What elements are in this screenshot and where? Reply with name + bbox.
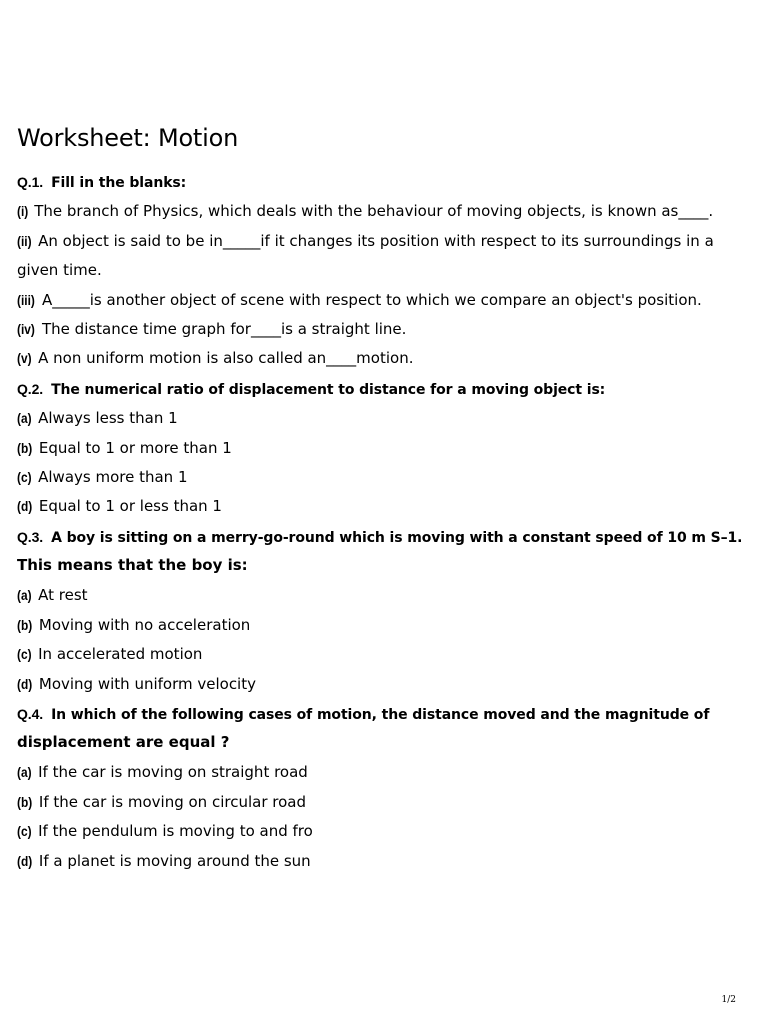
item-text: The distance time graph for____is a straight line. bbox=[42, 320, 407, 338]
list-item bbox=[17, 231, 714, 251]
option-label: (d) bbox=[17, 498, 33, 514]
list-item bbox=[17, 348, 413, 368]
option-text: Always less than 1 bbox=[38, 409, 178, 427]
item-text: A_____is another object of scene with respect to which we compare an object's position. bbox=[42, 291, 702, 309]
option-item bbox=[17, 851, 311, 871]
option-text: At rest bbox=[38, 586, 88, 604]
option-item bbox=[17, 408, 178, 428]
question-text: A boy is sitting on a merry-go-round which is moving with a constant speed of 10 m S–1. bbox=[51, 530, 743, 546]
page-title: Worksheet: Motion bbox=[17, 124, 239, 152]
item-label: (ii) bbox=[17, 233, 32, 249]
item-label: (v) bbox=[17, 350, 32, 366]
option-label: (b) bbox=[17, 617, 33, 633]
option-item bbox=[17, 438, 232, 458]
option-label: (b) bbox=[17, 794, 33, 810]
option-text: Always more than 1 bbox=[38, 468, 188, 486]
option-text: In accelerated motion bbox=[38, 645, 203, 663]
item-label: (iii) bbox=[17, 292, 35, 308]
question-text: Fill in the blanks: bbox=[51, 175, 187, 191]
list-item bbox=[17, 290, 702, 310]
option-item bbox=[17, 615, 250, 635]
option-item bbox=[17, 467, 188, 487]
question-text: The numerical ratio of displacement to distance for a moving object is: bbox=[51, 382, 606, 398]
option-text: Equal to 1 or less than 1 bbox=[38, 497, 222, 515]
question-4-heading bbox=[17, 704, 709, 725]
option-label: (a) bbox=[17, 410, 32, 426]
list-item-continuation: given time. bbox=[17, 261, 102, 279]
option-item bbox=[17, 674, 256, 694]
option-text: Moving with uniform velocity bbox=[38, 675, 256, 693]
option-label: (c) bbox=[17, 469, 32, 485]
question-text: In which of the following cases of motion, the distance moved and the magnitude of bbox=[51, 707, 710, 723]
question-3-continuation: This means that the boy is: bbox=[17, 556, 248, 574]
item-text: A non uniform motion is also called an____motion. bbox=[38, 349, 414, 367]
page-number: 1/2 bbox=[721, 995, 736, 1005]
option-item bbox=[17, 762, 308, 782]
option-label: (c) bbox=[17, 646, 32, 662]
question-3-heading bbox=[17, 527, 742, 548]
option-label: (d) bbox=[17, 676, 33, 692]
option-item bbox=[17, 792, 306, 812]
item-text: An object is said to be in_____if it changes its position with respect to its surroundings in a bbox=[38, 232, 714, 250]
list-item bbox=[17, 319, 406, 339]
option-text: Equal to 1 or more than 1 bbox=[38, 439, 232, 457]
option-item bbox=[17, 644, 202, 664]
item-label: (iv) bbox=[17, 321, 35, 337]
option-label: (a) bbox=[17, 587, 32, 603]
option-label: (d) bbox=[17, 853, 33, 869]
option-item bbox=[17, 496, 222, 516]
option-text: If the pendulum is moving to and fro bbox=[38, 822, 313, 840]
option-item bbox=[17, 585, 88, 605]
question-number: Q.4. bbox=[17, 706, 44, 722]
list-item bbox=[17, 201, 713, 221]
question-1-heading bbox=[17, 172, 186, 193]
option-label: (a) bbox=[17, 764, 32, 780]
item-label: (i) bbox=[17, 203, 29, 219]
option-text: If the car is moving on circular road bbox=[38, 793, 306, 811]
question-number: Q.2. bbox=[17, 381, 44, 397]
option-label: (b) bbox=[17, 440, 33, 456]
question-4-continuation: displacement are equal ? bbox=[17, 733, 230, 751]
option-label: (c) bbox=[17, 823, 32, 839]
question-number: Q.3. bbox=[17, 529, 44, 545]
option-text: Moving with no acceleration bbox=[38, 616, 251, 634]
question-2-heading bbox=[17, 379, 605, 400]
question-number: Q.1. bbox=[17, 174, 44, 190]
option-text: If the car is moving on straight road bbox=[38, 763, 308, 781]
item-text: The branch of Physics, which deals with the behaviour of moving objects, is known as____. bbox=[34, 202, 714, 220]
option-text: If a planet is moving around the sun bbox=[38, 852, 311, 870]
option-item bbox=[17, 821, 313, 841]
